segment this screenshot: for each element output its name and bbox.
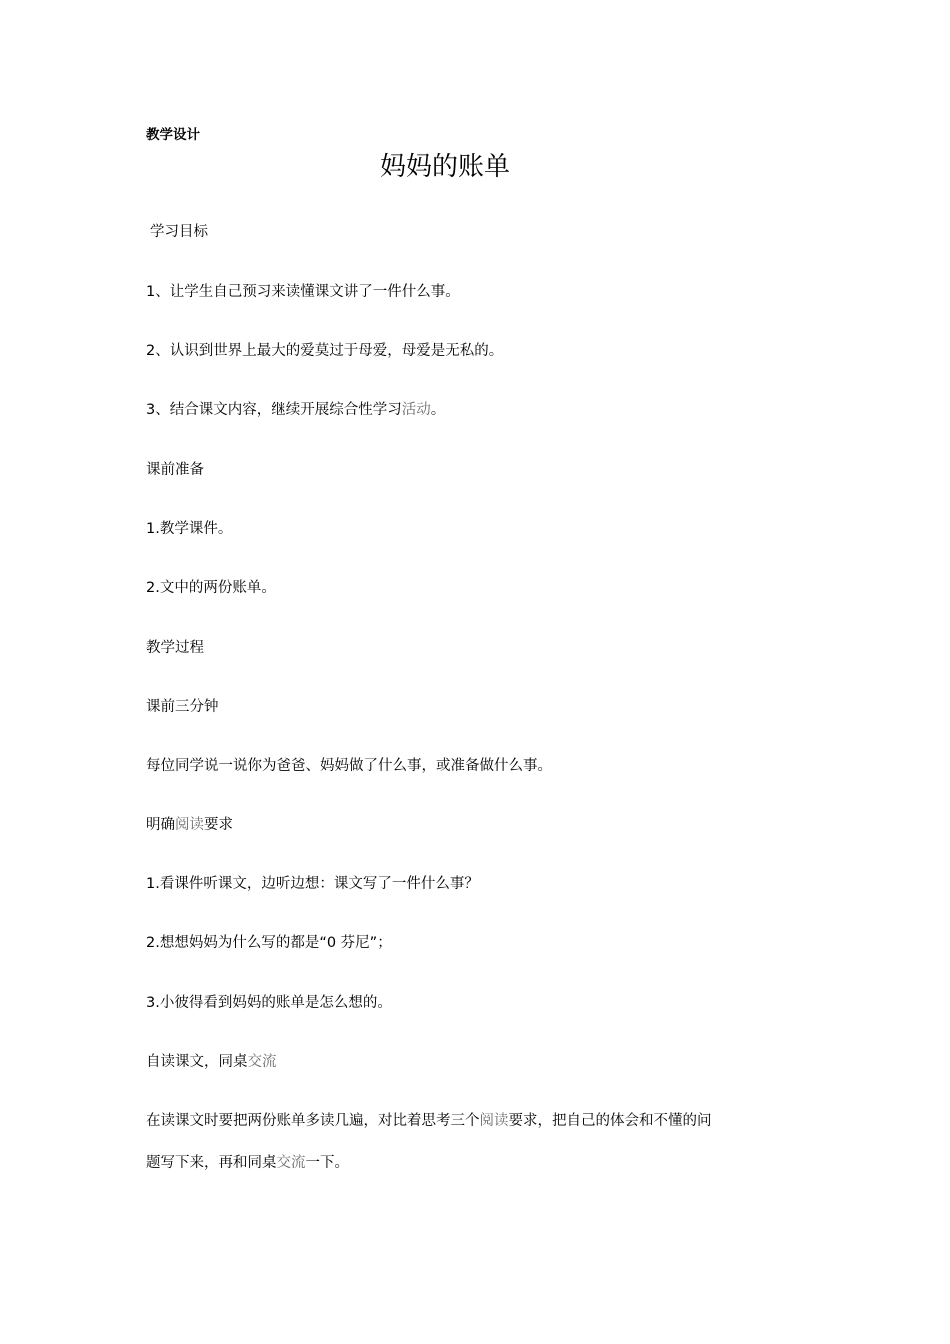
exchange-link[interactable]: 交流 <box>247 1054 277 1070</box>
reading-link[interactable]: 阅读 <box>175 817 204 833</box>
paragraph-line-1-b: 要求，把自己的体会和不懂的问 <box>508 1113 712 1129</box>
objective-item-3 <box>146 400 445 420</box>
preparation-heading: 课前准备 <box>146 462 204 478</box>
doc-label: 教学设计 <box>146 127 200 143</box>
reading-req-b: 要求 <box>204 817 233 833</box>
reading-item-2: 2.想想妈妈为什么写的都是“0 芬尼”； <box>146 935 392 951</box>
paragraph-line-1 <box>146 1111 712 1131</box>
objective-item-3-text: 3、结合课文内容，继续开展综合性学习 <box>146 402 402 418</box>
paragraph-line-1-a: 在读课文时要把两份账单多读几遍，对比着思考三个 <box>146 1113 480 1129</box>
objectives-heading: 学习目标 <box>150 224 208 240</box>
reading-item-1: 1.看课件听课文，边听边想：课文写了一件什么事？ <box>146 876 479 892</box>
paragraph-line-2-b: 一下。 <box>305 1155 349 1171</box>
paragraph-line-2-a: 题写下来，再和同桌 <box>146 1155 277 1171</box>
warmup-text: 每位同学说一说你为爸爸、妈妈做了什么事，或准备做什么事。 <box>146 758 552 774</box>
document-title: 妈妈的账单 <box>379 152 510 182</box>
warmup-heading: 课前三分钟 <box>146 699 219 715</box>
paragraph-reading-link[interactable]: 阅读 <box>479 1113 509 1129</box>
paragraph-line-2 <box>146 1153 349 1173</box>
reading-requirement-heading <box>146 815 233 835</box>
reading-req-a: 明确 <box>146 817 175 833</box>
process-heading: 教学过程 <box>146 640 204 656</box>
preparation-item-1: 1.教学课件。 <box>146 521 233 537</box>
self-read-heading <box>146 1052 277 1072</box>
objective-item-1: 1、让学生自己预习来读懂课文讲了一件什么事。 <box>146 284 460 300</box>
self-read-text: 自读课文，同桌 <box>146 1054 248 1070</box>
paragraph-exchange-link[interactable]: 交流 <box>276 1155 306 1171</box>
activity-link[interactable]: 活动 <box>401 402 431 418</box>
reading-item-3: 3.小彼得看到妈妈的账单是怎么想的。 <box>146 995 392 1011</box>
objective-item-2: 2、认识到世界上最大的爱莫过于母爱，母爱是无私的。 <box>146 343 504 359</box>
preparation-item-2: 2.文中的两份账单。 <box>146 580 276 596</box>
objective-item-3-end: 。 <box>430 402 446 418</box>
